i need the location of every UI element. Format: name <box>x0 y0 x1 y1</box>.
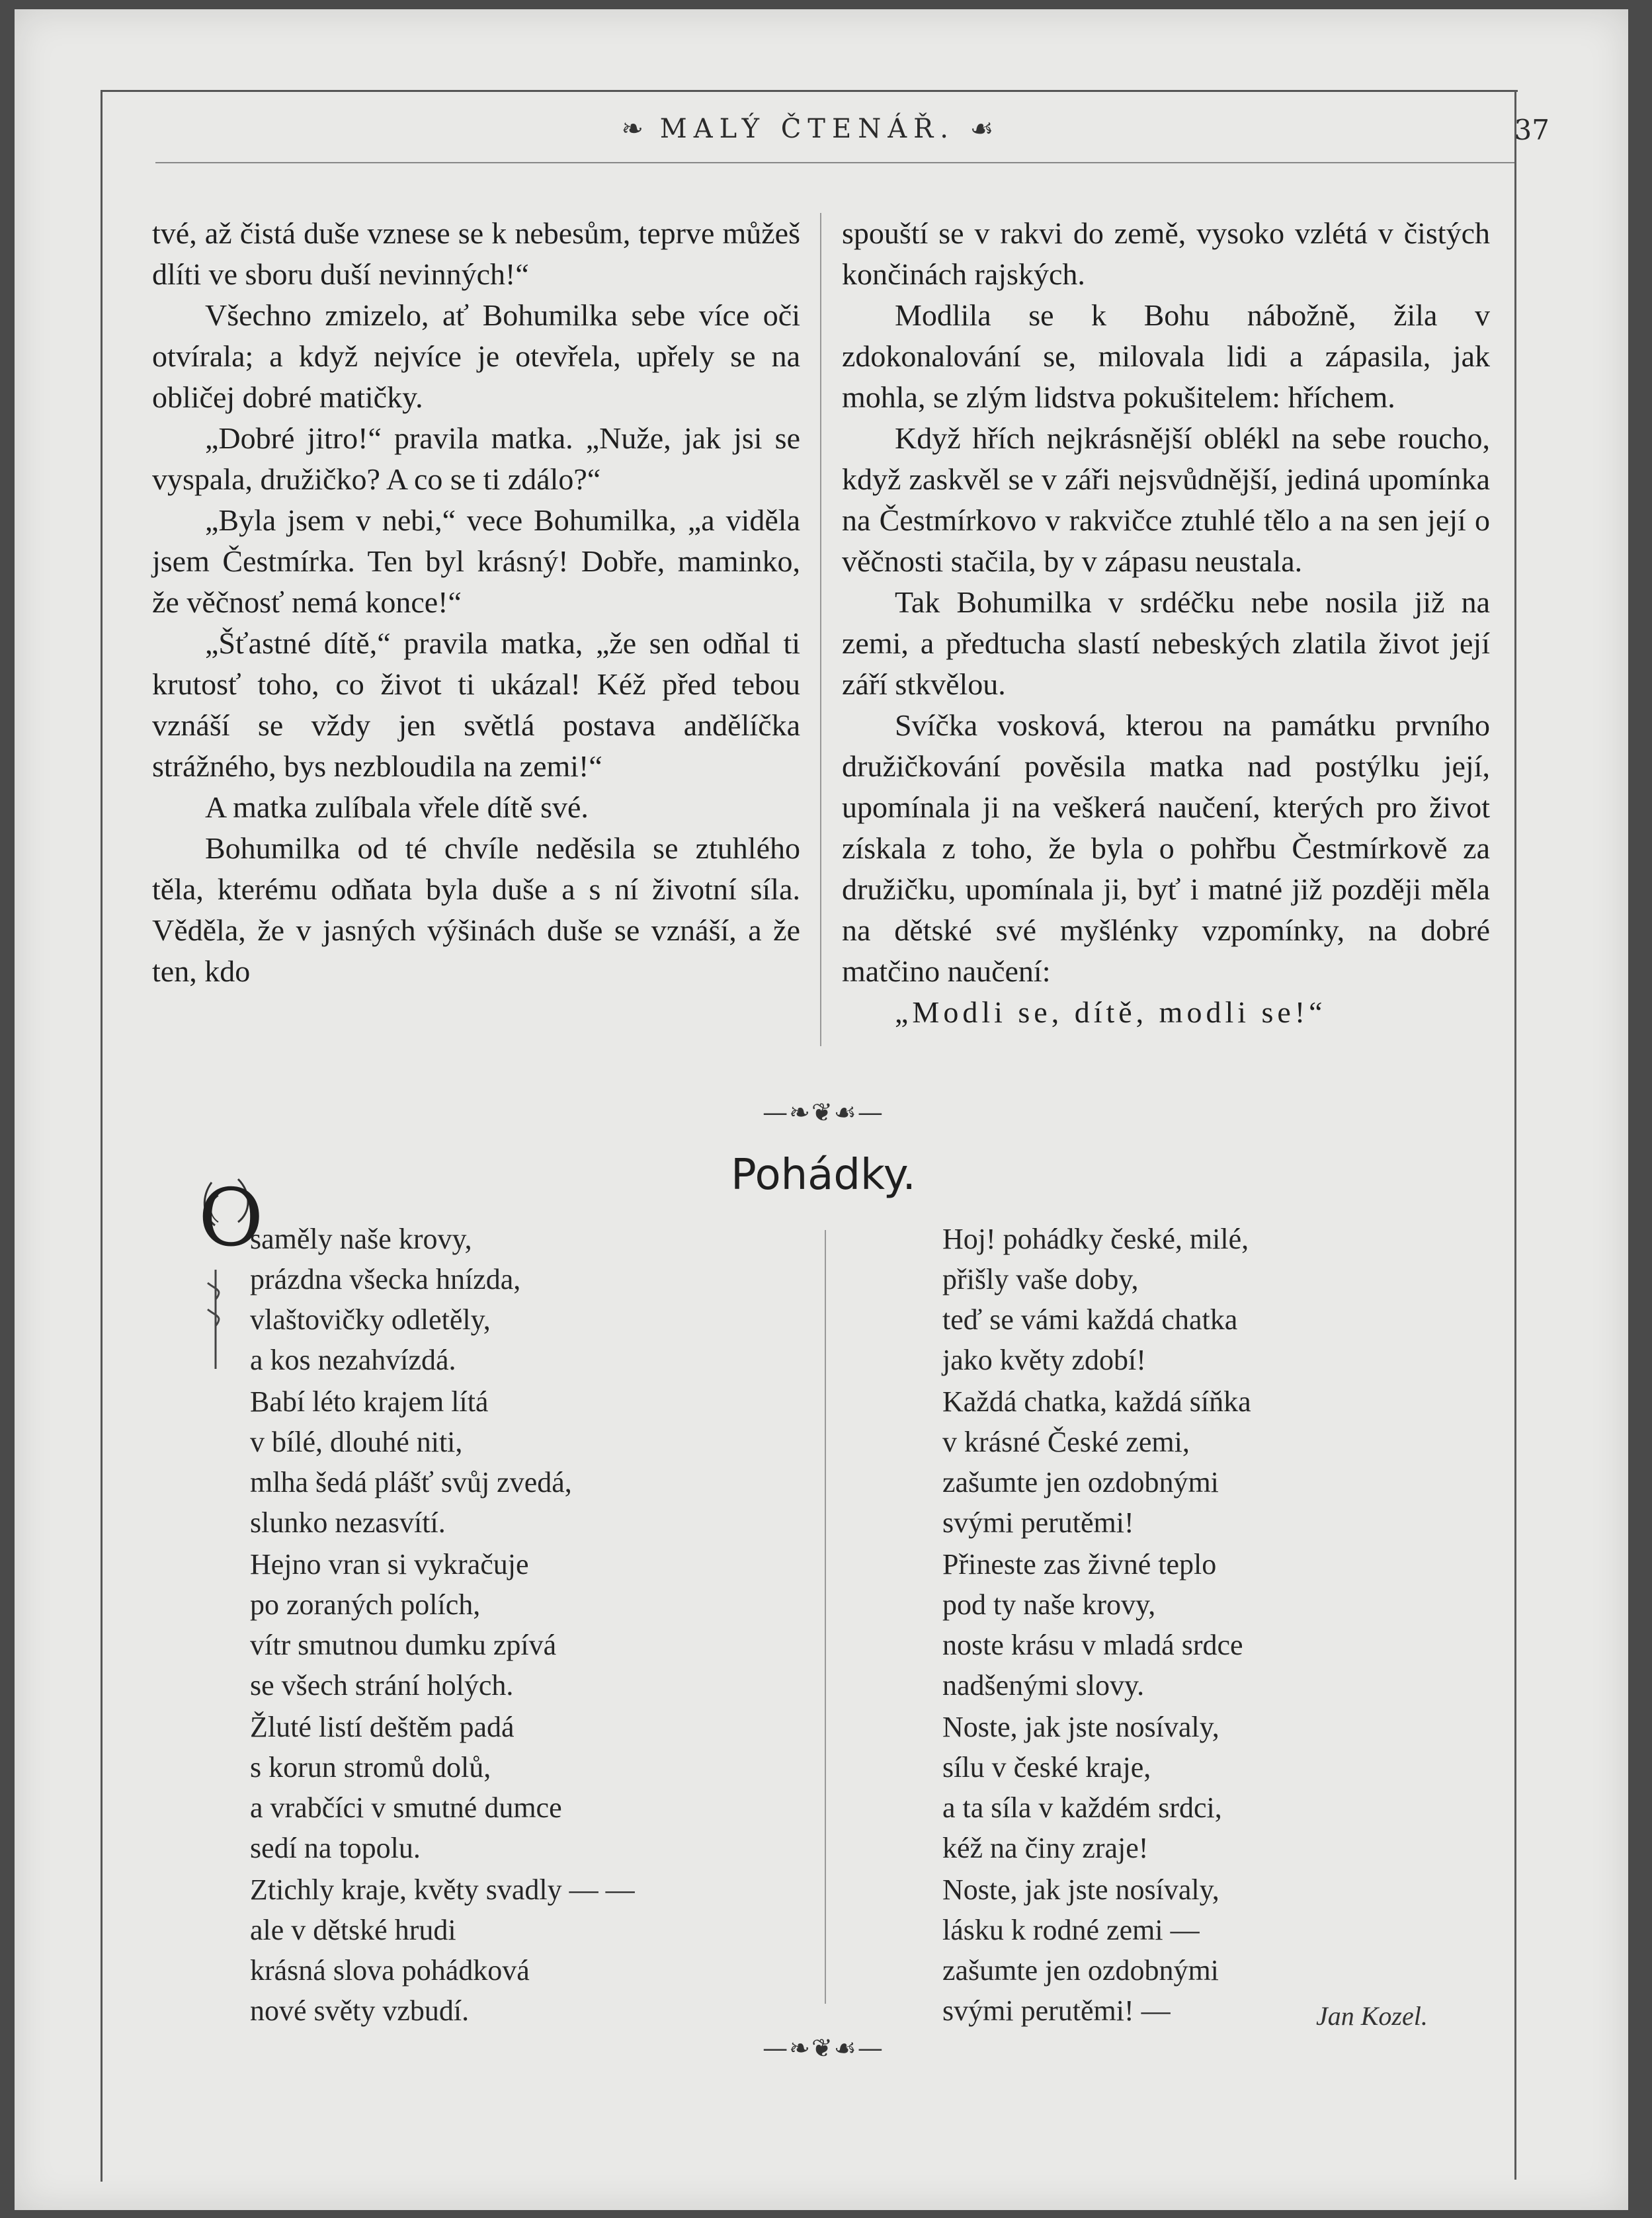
poem-line: ale v dětské hrudi <box>250 1914 456 1946</box>
poem-line: a ta síla v každém srdci, <box>942 1791 1222 1824</box>
poem-line: svými perutěmi! <box>942 1506 1134 1539</box>
initial-letter: O <box>198 1172 264 1264</box>
paragraph: „Dobré jitro!“ pravila matka. „Nuže, jak jsi se vyspala, družičko? A co se ti zdálo?“ <box>152 421 800 496</box>
poem-line: noste krásu v mladá srdce <box>942 1629 1243 1661</box>
poem-line: v bílé, dlouhé niti, <box>250 1426 463 1458</box>
initial-stem-icon <box>202 1270 229 1369</box>
column-divider <box>820 213 821 1046</box>
poem-line: nadšenými slovy. <box>942 1669 1145 1702</box>
paragraph: tvé, až čistá duše vznese se k nebesům, teprve můžeš dlíti ve sboru duší nevinných!“ <box>152 216 800 291</box>
poem-stanza <box>250 1381 792 1543</box>
left-ornament-icon: ❧ <box>621 114 645 144</box>
poem-right-column <box>942 1219 1471 2032</box>
poem-line: Noste, jak jste nosívaly, <box>942 1711 1219 1743</box>
poem-line: lásku k rodné zemi — <box>942 1914 1200 1946</box>
section-separator-icon: —❧❦☙— <box>763 1098 884 1127</box>
paragraph: „Byla jsem v nebi,“ vece Bohumilka, „a viděla jsem Čestmírka. Ten byl krásný! Dobře, maminko, že věčnosť nemá konce!“ <box>152 503 800 619</box>
poem-line: teď se vámi každá chatka <box>942 1303 1238 1336</box>
closing-quote: „Modli se, dítě, modli se!“ <box>895 995 1327 1029</box>
poem-stanza <box>942 1381 1471 1543</box>
paragraph: Modlila se k Bohu nábožně, žila v zdokonalování se, milovala lidi a zápasila, jak mohla, se zlým lidstva pokušitelem: hříchem. <box>842 298 1490 414</box>
poem-line: Babí léto krajem lítá <box>250 1385 489 1418</box>
poem-line: a vrabčíci v smutné dumce <box>250 1791 562 1824</box>
left-column <box>152 213 800 992</box>
poem-line: kéž na činy zraje! <box>942 1832 1149 1864</box>
poem-stanza <box>250 1869 792 2031</box>
poem-line: Hejno vran si vykračuje <box>250 1548 529 1581</box>
decorative-initial <box>198 1172 264 1264</box>
paragraph: Když hřích nejkrásnější oblékl na sebe roucho, když zaskvěl se v záři nejsvůdnější, jediná upomínka na Čestmírkovo v rakvičce ztuhlé tělo a na sen její o věčnosti stačila, by v zápasu neustala. <box>842 421 1490 578</box>
poem-stanza <box>942 1707 1471 1868</box>
poem-line: vítr smutnou dumku zpívá <box>250 1629 557 1661</box>
poem-line: prázdna všecka hnízda, <box>250 1263 521 1295</box>
right-ornament-icon: ☙ <box>970 114 995 144</box>
poem-line: zašumte jen ozdobnými <box>942 1954 1219 1987</box>
poem-line: přišly vaše doby, <box>942 1263 1139 1295</box>
paragraph: Svíčka vosková, kterou na památku prvního družičkování pověsila matka nad postýlku její, upomínala ji na veškerá naučení, kterých pro život získala z toho, že byla o pohřbu Čestmírkově za družičku, upomínala ji, byť i matné již později měla na dětské své myšlénky vzpomínky, na dobré matčino naučení: <box>842 708 1490 988</box>
poem-line: Každá chatka, každá síňka <box>942 1385 1251 1418</box>
paragraph: Všechno zmizelo, ať Bohumilka sebe více oči otvírala; a když nejvíce je otevřela, upřely se na obličej dobré matičky. <box>152 298 800 414</box>
poem-stanza <box>942 1219 1471 1380</box>
poem-line: nové světy vzbudí. <box>250 1994 470 2027</box>
running-head <box>101 114 1516 153</box>
end-separator-icon: —❧❦☙— <box>763 2033 884 2063</box>
poem-stanza <box>250 1544 792 1705</box>
author-signature: Jan Kozel. <box>1316 2001 1428 2031</box>
poem-line: vlaštovičky odletěly, <box>250 1303 491 1336</box>
poem-line: a kos nezahvízdá. <box>250 1344 456 1376</box>
poem-line: zašumte jen ozdobnými <box>942 1466 1219 1499</box>
poem-divider <box>825 1230 826 2004</box>
poem-stanza <box>250 1219 792 1380</box>
poem-line: Ztichly kraje, květy svadly — — <box>250 1873 635 1906</box>
paragraph: spouští se v rakvi do země, vysoko vzlétá v čistých končinách rajských. <box>842 216 1490 291</box>
poem-line: krásná slova pohádková <box>250 1954 530 1987</box>
paragraph: „Šťastné dítě,“ pravila matka, „že sen odňal ti krutosť toho, co život ti ukázal! Kéž před tebou vznáší se vždy jen světlá postava andělíčka strážného, bys nezbloudila na zemi!“ <box>152 626 800 783</box>
poem-left-column <box>250 1219 792 2032</box>
poem-line: sedí na topolu. <box>250 1832 421 1864</box>
paragraph: A matka zulíbala vřele dítě své. <box>205 790 589 824</box>
poem-line: pod ty naše krovy, <box>942 1588 1156 1621</box>
poem-line: jako květy zdobí! <box>942 1344 1146 1376</box>
poem-line: saměly naše krovy, <box>250 1223 472 1255</box>
poem-stanza <box>250 1707 792 1868</box>
poem-line: se všech strání holých. <box>250 1669 514 1702</box>
poem-title: Pohádky. <box>731 1151 916 1200</box>
poem-line: s korun stromů dolů, <box>250 1751 491 1784</box>
poem-line: v krásné České zemi, <box>942 1426 1190 1458</box>
poem-line: Žluté listí deštěm padá <box>250 1711 515 1743</box>
poem-line: sílu v české kraje, <box>942 1751 1151 1784</box>
poem-line: Noste, jak jste nosívaly, <box>942 1873 1219 1906</box>
poem-line: Přineste zas živné teplo <box>942 1548 1217 1581</box>
journal-title: MALÝ ČTENÁŘ. <box>659 114 955 144</box>
poem-line: Hoj! pohádky české, milé, <box>942 1223 1249 1255</box>
paragraph: Tak Bohumilka v srdéčku nebe nosila již na zemi, a předtucha slastí nebeských zlatila život její září stkvělou. <box>842 585 1490 701</box>
right-column <box>842 213 1490 1033</box>
poem-line: po zoraných polích, <box>250 1588 481 1621</box>
header-rule <box>155 162 1514 163</box>
page-number: 37 <box>1514 114 1549 146</box>
poem-line: slunko nezasvítí. <box>250 1506 446 1539</box>
poem-stanza <box>942 1544 1471 1705</box>
poem-line: mlha šedá plášť svůj zvedá, <box>250 1466 572 1499</box>
paragraph: Bohumilka od té chvíle neděsila se ztuhlého těla, kterému odňata byla duše a s ní životní síla. Věděla, že v jasných výšinách duše se vznáší, a že ten, kdo <box>152 831 800 988</box>
poem-line: svými perutěmi! — <box>942 1994 1171 2027</box>
page-edge <box>1514 90 1516 2180</box>
